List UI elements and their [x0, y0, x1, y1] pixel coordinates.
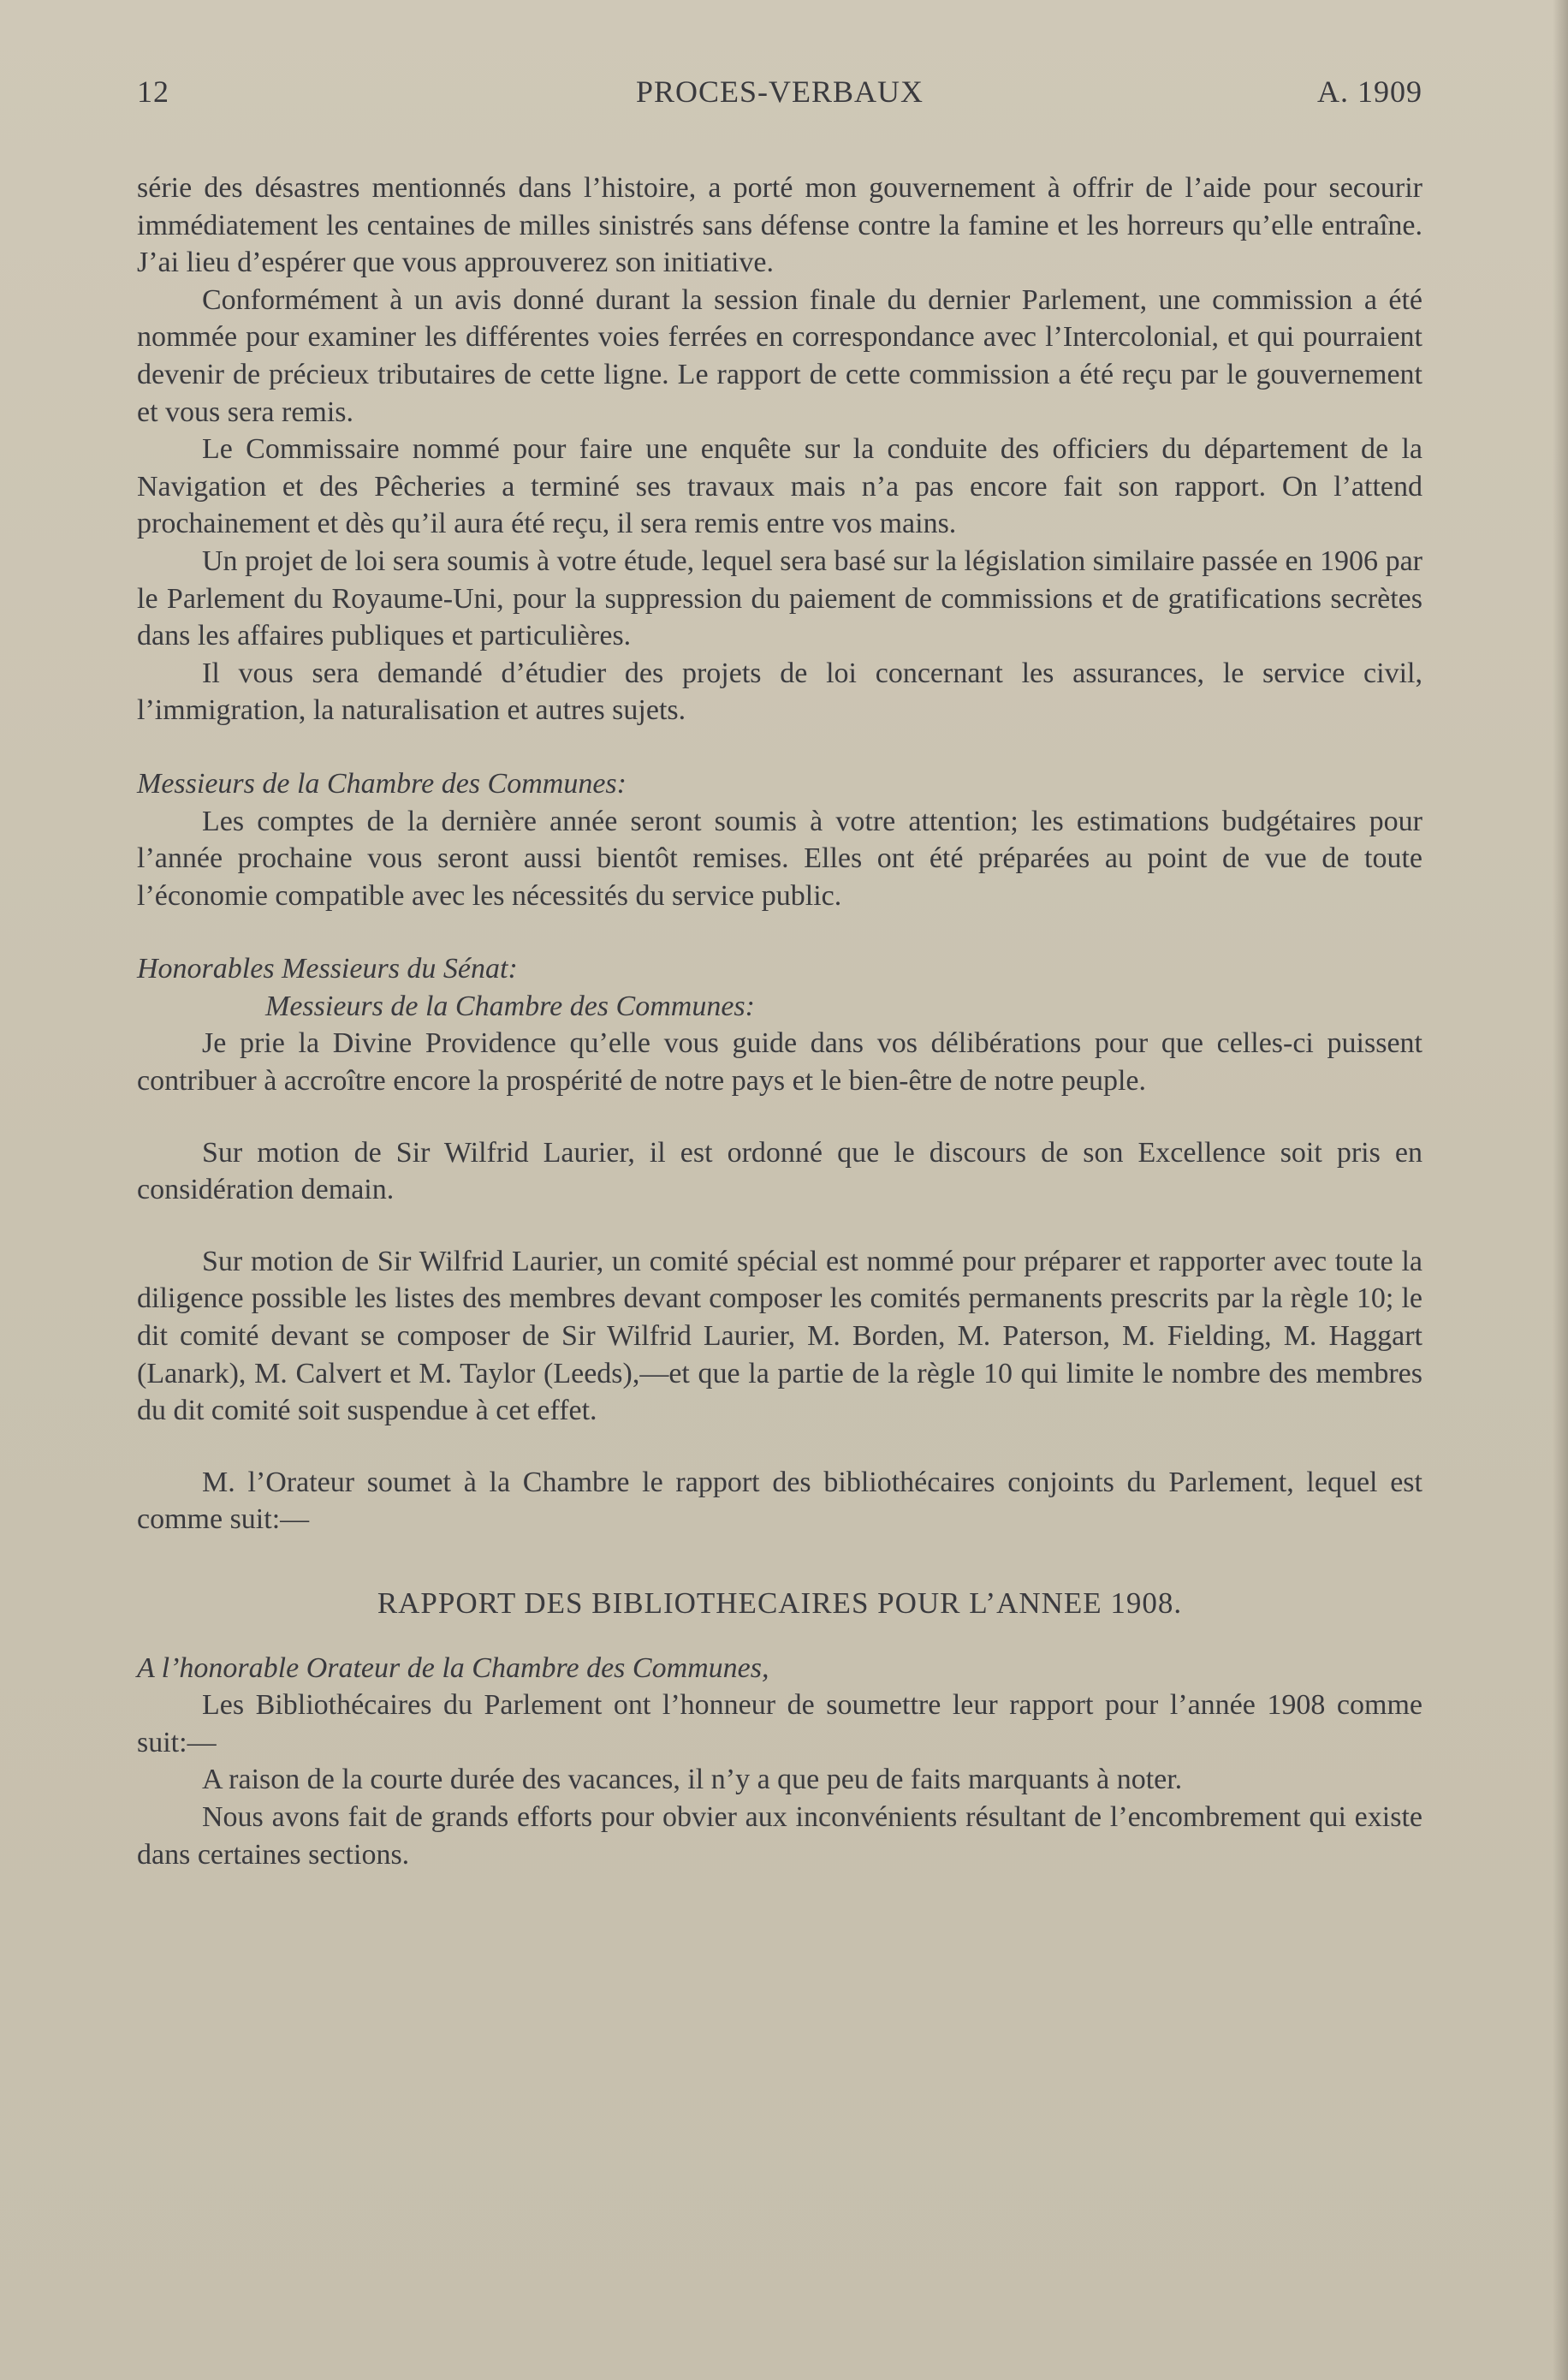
- running-header: [137, 74, 1422, 116]
- heading-senat: Honorables Messieurs du Sénat:: [137, 953, 518, 985]
- document-body: [137, 170, 1422, 1873]
- paragraph-librarians-report: Les Bibliothécaires du Parlement ont l’honneur de soumettre leur rapport pour l’année 1908 comme suit:—: [137, 1689, 1422, 1758]
- salutation: A l’honorable Orateur de la Chambre des Communes,: [137, 1651, 769, 1684]
- header-title: PROCES-VERBAUX: [635, 74, 924, 109]
- paragraph-disasters: série des désastres mentionnés dans l’histoire, a porté mon gouvernement à offrir de l’aide pour secourir immédiatement les centaines de milles sinistrés sans défense contre la famine et les horreurs qu’elle entraîne. J’ai lieu d’espérer que vous approuverez son initiative.: [137, 172, 1422, 279]
- heading-chambre-communes-2: Messieurs de la Chambre des Communes:: [265, 990, 755, 1022]
- paragraph-divine-providence: Je prie la Divine Providence qu’elle vous guide dans vos délibérations pour que celles-ci puissent contribuer à accroître encore la prospérité de notre pays et le bien-être de notre peuple.: [137, 1027, 1422, 1098]
- paragraph-overcrowding: Nous avons fait de grands efforts pour obvier aux inconvénients résultant de l’encombrement qui existe dans certaines sections.: [137, 1800, 1422, 1871]
- paragraph-railway-commission: Conformément à un avis donné durant la session finale du dernier Parlement, une commission a été nommée pour examiner les différentes voies ferrées en correspondance avec l’Intercolonial, et qui pourraient devenir de précieux tributaires de cette ligne. Le rapport de cette commission a été reçu par le gouvernement et vous sera remis.: [137, 283, 1422, 428]
- paragraph-commissioner-inquiry: Le Commissaire nommé pour faire une enquête sur la conduite des officiers du département de la Navigation et des Pêcheries a terminé ses travaux mais n’a pas encore fait son rapport. On l’attend prochainement et dès qu’il aura été reçu, il sera remis entre vos mains.: [137, 433, 1422, 540]
- paragraph-bill-commissions: Un projet de loi sera soumis à votre étude, lequel sera basé sur la législation similaire passée en 1906 par le Parlement du Royaume-Uni, pour la suppression du paiement de commissions et de gratifications secrètes dans les affaires publiques et particulières.: [137, 544, 1422, 652]
- header-year: A. 1909: [1317, 74, 1422, 109]
- paragraph-speaker-report: M. l’Orateur soumet à la Chambre le rapport des bibliothécaires conjoints du Parlement, lequel est comme suit:—: [137, 1466, 1422, 1536]
- paragraph-motion-discourse: Sur motion de Sir Wilfrid Laurier, il est ordonné que le discours de son Excellence soit pris en considération demain.: [137, 1136, 1422, 1206]
- page-number: 12: [137, 74, 169, 109]
- paragraph-accounts: Les comptes de la dernière année seront soumis à votre attention; les estimations budgétaires pour l’année prochaine vous seront aussi bientôt remises. Elles ont été préparées au point de vue de toute l’économie compatible avec les nécessités du service public.: [137, 805, 1422, 912]
- heading-chambre-communes: Messieurs de la Chambre des Communes:: [137, 767, 627, 800]
- paragraph-motion-committee: Sur motion de Sir Wilfrid Laurier, un comité spécial est nommé pour préparer et rapporter avec toute la diligence possible les listes des membres devant composer les comités permanents prescrits par la règle 10; le dit comité devant se composer de Sir Wilfrid Laurier, M. Borden, M. Paterson, M. Fielding, M. Haggart (Lanark), M. Calvert et M. Taylor (Leeds),—et que la partie de la règle 10 qui limite le nombre des membres du dit comité soit suspendue à cet effet.: [137, 1245, 1422, 1427]
- paragraph-short-vacation: A raison de la courte durée des vacances, il n’y a que peu de faits marquants à noter.: [202, 1764, 1183, 1796]
- section-title: RAPPORT DES BIBLIOTHECAIRES POUR L’ANNEE 1908.: [377, 1586, 1183, 1620]
- page-edge-shadow: [1553, 0, 1568, 2380]
- paragraph-other-bills: Il vous sera demandé d’étudier des projets de loi concernant les assurances, le service civil, l’immigration, la naturalisation et autres sujets.: [137, 657, 1422, 727]
